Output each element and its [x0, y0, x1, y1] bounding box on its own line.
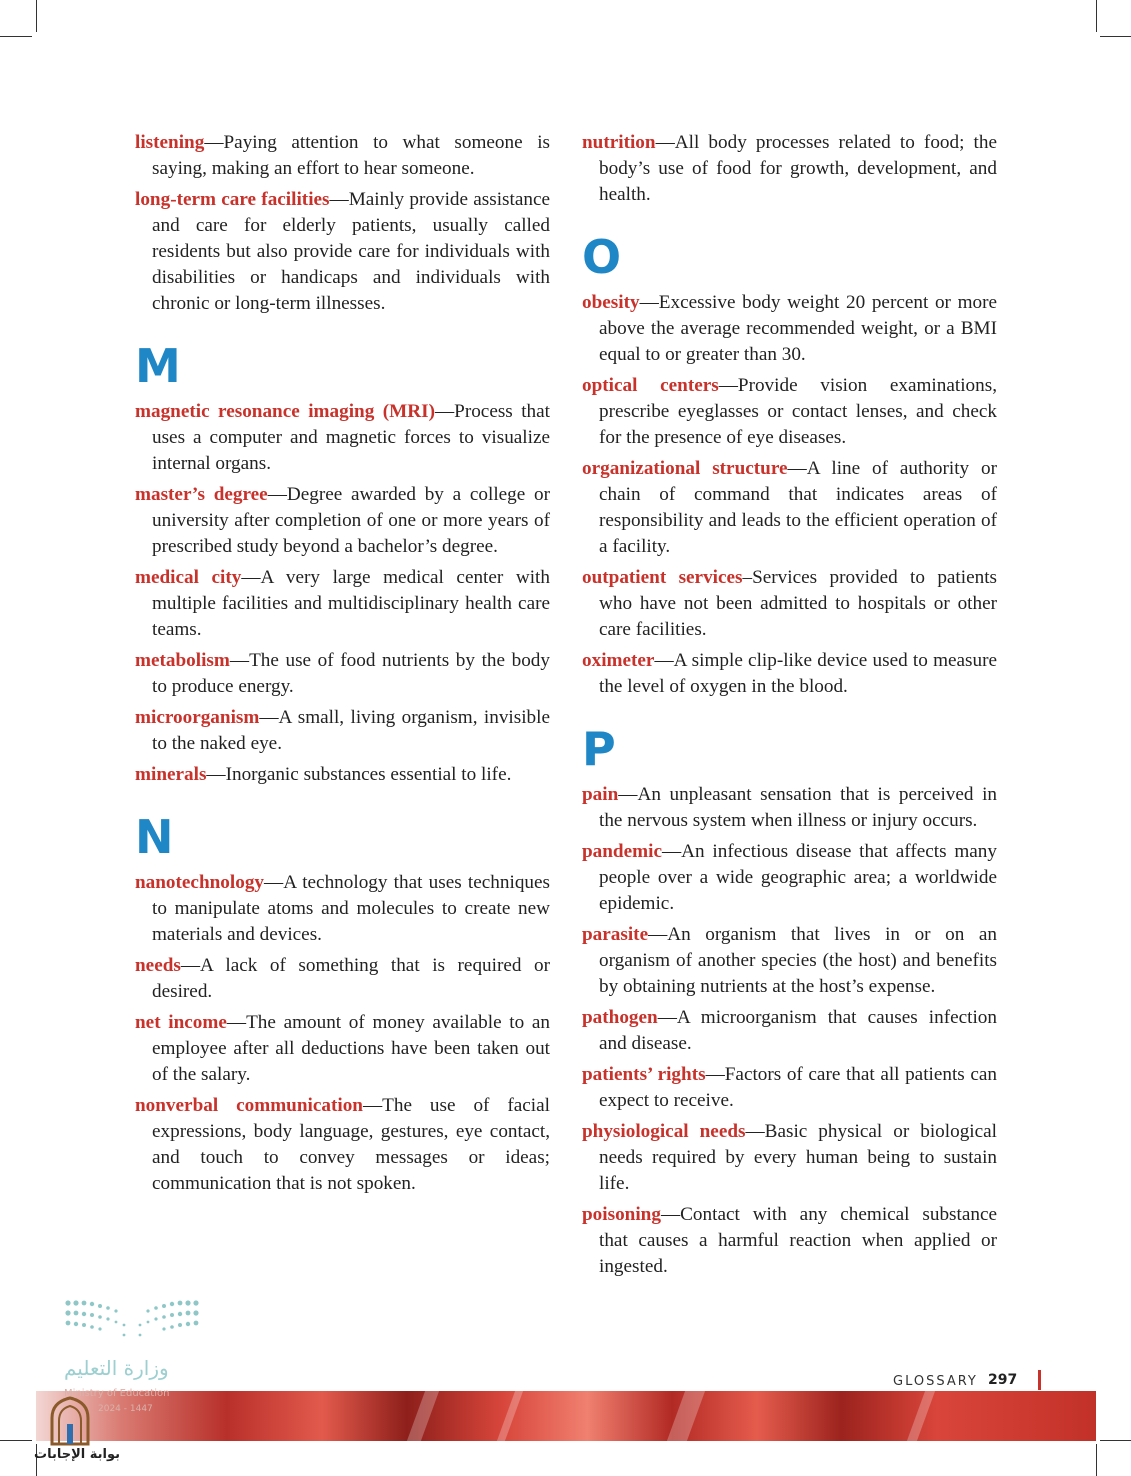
section-letter-m: M [135, 339, 181, 393]
glossary-term: nutrition [582, 132, 656, 153]
glossary-entry-long-term-care-facilities [135, 187, 550, 317]
section-letter-o: O [582, 230, 622, 284]
glossary-term: physiological needs [582, 1121, 746, 1142]
ministry-year: 2024 - 1447 [98, 1404, 153, 1414]
glossary-entry-magnetic-resonance-imaging-mri [135, 399, 550, 477]
glossary-term: pandemic [582, 841, 662, 862]
section-letter-n: N [135, 810, 174, 864]
glossary-entry-needs [135, 953, 550, 1005]
glossary-entry-microorganism [135, 705, 550, 757]
glossary-term: obesity [582, 292, 640, 313]
glossary-entry-listening [135, 130, 550, 182]
mosque-arch-icon [48, 1396, 92, 1446]
glossary-definition: —Contact with any chemical substance that causes a harmful reaction when applied or ingested. [599, 1204, 997, 1277]
glossary-definition: —The amount of money available to an employee after all deductions have been taken out of the salary. [152, 1012, 550, 1085]
glossary-term: long-term care facilities [135, 189, 330, 210]
glossary-definition: —A small, living organism, invisible to the naked eye. [152, 707, 550, 754]
glossary-term: parasite [582, 924, 649, 945]
glossary-definition: —A lack of something that is required or desired. [152, 955, 550, 1002]
glossary-entry-nonverbal-communication [135, 1093, 550, 1197]
glossary-definition: —Excessive body weight 20 percent or more above the average recommended weight, or a BMI equal to or greater than 30. [599, 292, 997, 365]
section-letter-p: P [582, 722, 616, 776]
glossary-term: optical centers [582, 375, 719, 396]
glossary-definition: —Process that uses a computer and magnetic forces to visualize internal organs. [152, 401, 550, 474]
crop-mark [1100, 36, 1131, 37]
crop-mark [1100, 1440, 1131, 1441]
glossary-term: medical city [135, 567, 242, 588]
glossary-term: listening [135, 132, 205, 153]
glossary-term: pain [582, 784, 619, 805]
glossary-definition: —A simple clip-like device used to measure the level of oxygen in the blood. [599, 650, 997, 697]
ministry-name-english: Ministry of Education [64, 1388, 170, 1399]
glossary-entry-master-s-degree [135, 482, 550, 560]
glossary-entry-pain [582, 782, 997, 834]
crop-mark [36, 0, 37, 32]
glossary-definition: —All body processes related to food; the body’s use of food for growth, development, and health. [599, 132, 997, 205]
glossary-definition: —A microorganism that causes infection and disease. [599, 1007, 997, 1054]
glossary-entry-nutrition [582, 130, 997, 208]
glossary-entry-poisoning [582, 1202, 997, 1280]
glossary-entry-net-income [135, 1010, 550, 1088]
glossary-entry-oximeter [582, 648, 997, 700]
band-highlight [407, 1391, 439, 1441]
glossary-entry-parasite [582, 922, 997, 1000]
crop-mark [1096, 1444, 1097, 1476]
glossary-term: net income [135, 1012, 227, 1033]
glossary-definition: —Mainly provide assistance and care for elderly patients, usually called residents but also provide care for individuals with disabilities or handicaps and individuals with chronic or long-term illnesses. [152, 189, 550, 314]
crop-mark [1096, 0, 1097, 32]
glossary-definition: —A technology that uses techniques to manipulate atoms and molecules to create new materials and devices. [152, 872, 550, 945]
glossary-entry-metabolism [135, 648, 550, 700]
glossary-definition: —A very large medical center with multiple facilities and multidisciplinary health care teams. [152, 567, 550, 640]
footer-accent-bar [1038, 1370, 1041, 1390]
glossary-definition: –Services provided to patients who have not been admitted to hospitals or other care facilities. [599, 567, 997, 640]
glossary-entry-organizational-structure [582, 456, 997, 560]
glossary-term: magnetic resonance imaging (MRI) [135, 401, 435, 422]
glossary-definition: —Factors of care that all patients can expect to receive. [599, 1064, 997, 1111]
ministry-name-arabic: وزارة التعليم [64, 1356, 169, 1380]
crop-mark [0, 1440, 32, 1441]
glossary-definition: —Degree awarded by a college or university after completion of one or more years of prescribed study beyond a bachelor’s degree. [152, 484, 550, 557]
glossary-term: master’s degree [135, 484, 268, 505]
band-highlight [907, 1391, 935, 1441]
glossary-term: nonverbal communication [135, 1095, 363, 1116]
glossary-entry-medical-city [135, 565, 550, 643]
answer-portal-label: بوابة الإجابات [34, 1447, 120, 1462]
glossary-entry-obesity [582, 290, 997, 368]
band-highlight [667, 1391, 705, 1441]
glossary-entry-physiological-needs [582, 1119, 997, 1197]
glossary-term: minerals [135, 764, 207, 785]
ministry-logo-icon [64, 1298, 204, 1340]
glossary-term: outpatient services [582, 567, 743, 588]
glossary-term: metabolism [135, 650, 230, 671]
footer-section-label: GLOSSARY [893, 1374, 978, 1389]
glossary-entry-outpatient-services [582, 565, 997, 643]
glossary-term: patients’ rights [582, 1064, 706, 1085]
glossary-definition: —An organism that lives in or on an organism of another species (the host) and benefits by obtaining nutrients at the host’s expense. [599, 924, 997, 997]
glossary-definition: —Provide vision examinations, prescribe eyeglasses or contact lenses, and check for the presence of eye diseases. [599, 375, 997, 448]
glossary-definition: —Inorganic substances essential to life. [206, 764, 512, 785]
glossary-definition: —The use of facial expressions, body language, gestures, eye contact, and touch to convey messages or ideas; communication that is not spoken. [152, 1095, 550, 1194]
glossary-definition: —An unpleasant sensation that is perceived in the nervous system when illness or injury occurs. [599, 784, 997, 831]
glossary-definition: —Paying attention to what someone is saying, making an effort to hear someone. [152, 132, 550, 179]
glossary-definition: —An infectious disease that affects many people over a wide geographic area; a worldwide epidemic. [599, 841, 997, 914]
glossary-left-column [135, 130, 550, 1202]
glossary-entry-minerals [135, 762, 550, 788]
glossary-term: organizational structure [582, 458, 788, 479]
glossary-term: nanotechnology [135, 872, 265, 893]
glossary-entry-pandemic [582, 839, 997, 917]
decorative-red-band [36, 1391, 1096, 1441]
glossary-definition: —A line of authority or chain of command that indicates areas of responsibility and leads to the efficient operation of a facility. [599, 458, 997, 557]
glossary-term: pathogen [582, 1007, 658, 1028]
glossary-term: oximeter [582, 650, 655, 671]
glossary-definition: —Basic physical or biological needs required by every human being to sustain life. [599, 1121, 997, 1194]
glossary-entry-patients-rights [582, 1062, 997, 1114]
glossary-term: needs [135, 955, 181, 976]
crop-mark [0, 36, 32, 37]
glossary-entry-optical-centers [582, 373, 997, 451]
glossary-term: poisoning [582, 1204, 661, 1225]
glossary-term: microorganism [135, 707, 260, 728]
glossary-definition: —The use of food nutrients by the body to produce energy. [152, 650, 550, 697]
band-highlight [497, 1391, 523, 1441]
page-number: 297 [988, 1372, 1018, 1388]
glossary-right-column [582, 130, 997, 1285]
glossary-entry-pathogen [582, 1005, 997, 1057]
glossary-entry-nanotechnology [135, 870, 550, 948]
